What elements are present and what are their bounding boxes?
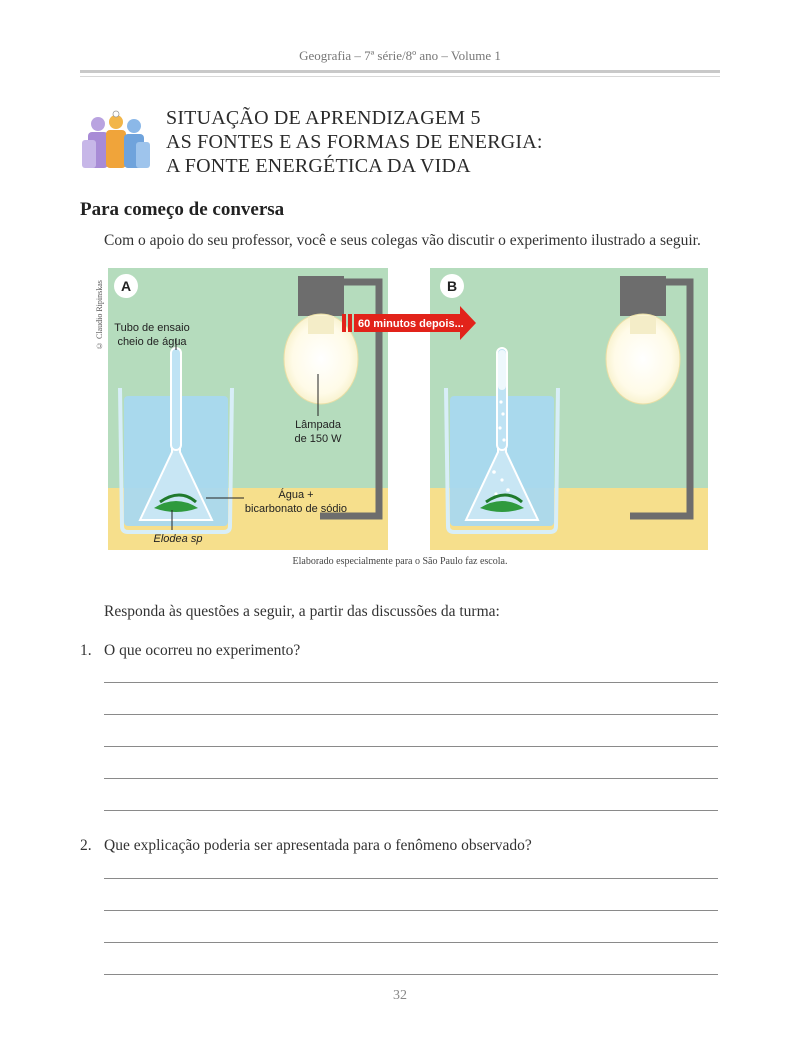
people-group-icon bbox=[80, 110, 152, 172]
answer-line[interactable] bbox=[104, 878, 718, 879]
label-plant: Elodea sp bbox=[153, 533, 203, 545]
answer-line[interactable] bbox=[104, 714, 718, 715]
question-1 bbox=[80, 642, 300, 660]
answer-line[interactable] bbox=[104, 682, 718, 683]
answer-line[interactable] bbox=[104, 942, 718, 943]
label-lamp-line2: de 150 W bbox=[294, 433, 342, 445]
panel-b bbox=[430, 268, 708, 550]
image-credit: © Claudio Ripinskas bbox=[95, 280, 104, 350]
page-number: 32 bbox=[393, 988, 407, 1003]
arrow-label: 60 minutos depois... bbox=[358, 318, 464, 330]
answer-line[interactable] bbox=[104, 778, 718, 779]
question-text: Que explicação poderia ser apresentada para o fenômeno observado? bbox=[104, 837, 532, 854]
figure-caption: Elaborado especialmente para o São Paulo faz escola. bbox=[292, 556, 508, 567]
panel-a bbox=[108, 268, 388, 550]
answer-line[interactable] bbox=[104, 910, 718, 911]
label-lamp-line1: Lâmpada bbox=[295, 419, 341, 431]
label-water-line2: bicarbonato de sódio bbox=[244, 503, 348, 515]
question-number: 2. bbox=[80, 837, 92, 854]
header-rule-thin bbox=[80, 76, 720, 77]
answer-line[interactable] bbox=[104, 810, 718, 811]
question-2 bbox=[80, 837, 532, 855]
lesson-title-line2: AS FONTES E AS FORMAS DE ENERGIA: bbox=[166, 131, 543, 153]
section-heading: Para começo de conversa bbox=[80, 199, 285, 220]
label-water-line1: Água + bbox=[278, 489, 314, 501]
answer-line[interactable] bbox=[104, 746, 718, 747]
lesson-title-line3: A FONTE ENERGÉTICA DA VIDA bbox=[166, 155, 471, 177]
question-text: O que ocorreu no experimento? bbox=[104, 642, 301, 659]
questions-prompt: Responda às questões a seguir, a partir das discussões da turma: bbox=[104, 603, 500, 620]
running-header: Geografia – 7ª série/8º ano – Volume 1 bbox=[299, 48, 501, 63]
lesson-title bbox=[166, 106, 543, 178]
label-tube-line1: Tubo de ensaio bbox=[114, 322, 190, 334]
experiment-illustration bbox=[100, 262, 710, 552]
panel-a-letter: A bbox=[120, 278, 132, 294]
header-rule bbox=[80, 70, 720, 73]
lesson-title-line1: SITUAÇÃO DE APRENDIZAGEM 5 bbox=[166, 107, 481, 129]
answer-line[interactable] bbox=[104, 974, 718, 975]
panel-b-letter: B bbox=[446, 278, 458, 294]
intro-text: Com o apoio do seu professor, você e seus colegas vão discutir o experimento ilustrado a seguir. bbox=[104, 232, 701, 249]
question-number: 1. bbox=[80, 642, 92, 659]
label-tube-line2: cheio de água bbox=[117, 336, 187, 348]
